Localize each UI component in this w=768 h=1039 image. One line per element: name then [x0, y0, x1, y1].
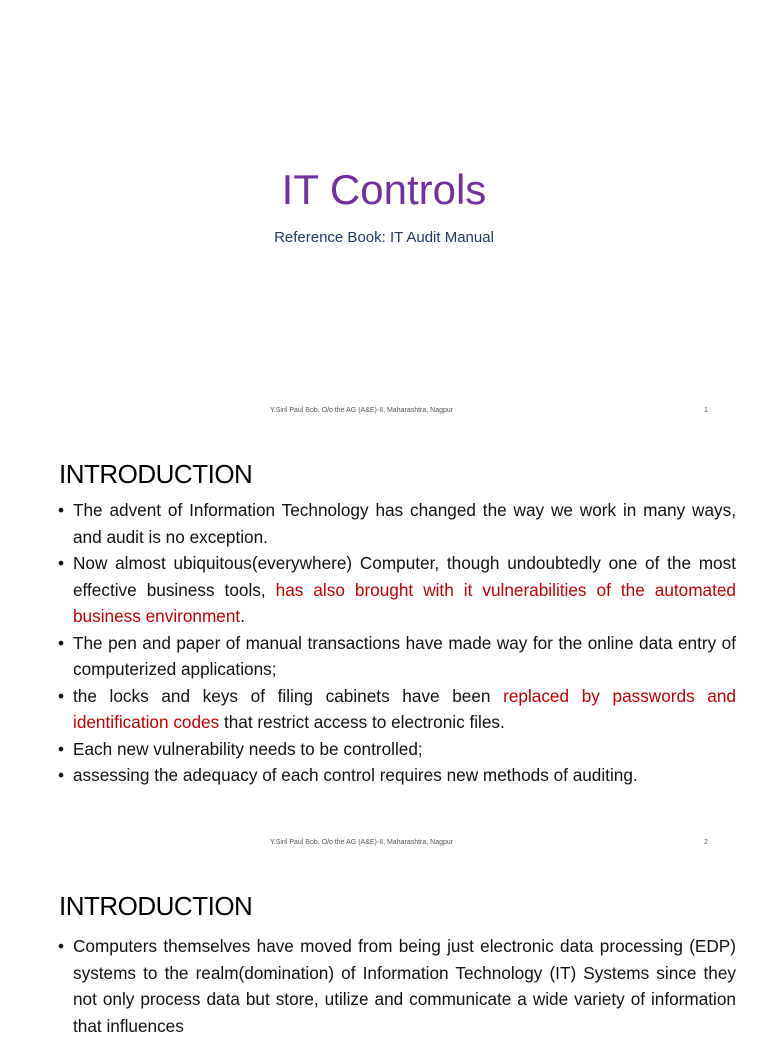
bullet-item — [58, 550, 736, 630]
bullet-text: assessing the adequacy of each control requires new methods of auditing. — [73, 765, 638, 785]
bullet-list — [58, 497, 736, 789]
bullet-text: Now almost ubiquitous(everywhere) Computer, though undoubtedly one of the most effective business tools, — [73, 553, 736, 600]
slide-heading: INTRODUCTION — [59, 891, 253, 921]
bullet-text: The advent of Information Technology has changed the way we work in many ways, and audit is no exception. — [73, 500, 736, 547]
slide-3 — [0, 864, 768, 1036]
bullet-list — [58, 933, 736, 1039]
bullet-item — [58, 683, 736, 736]
slide-title: IT Controls — [281, 166, 487, 213]
slide-footer: Y.Siril Paul Bob, O/o the AG (A&E)-II, Maharashtra, Nagpur — [270, 839, 454, 846]
slide-heading: INTRODUCTION — [59, 459, 253, 489]
bullet-item — [58, 497, 736, 550]
bullet-item — [58, 630, 736, 683]
bullet-text: that restrict access to electronic files. — [219, 712, 505, 732]
slide-1 — [0, 0, 768, 432]
bullet-text: Computers themselves have moved from being just electronic data processing (EDP) systems to the realm(domination) of Information Technology (IT) Systems since they not only process data but store, utilize and communicate a wide variety of information that influences — [73, 936, 736, 1036]
page-number: 1 — [704, 407, 708, 414]
bullet-text: . — [240, 606, 245, 626]
slide-2 — [0, 432, 768, 864]
bullet-text: the locks and keys of filing cabinets have been — [73, 685, 504, 706]
slide-footer: Y.Siril Paul Bob, O/o the AG (A&E)-II, Maharashtra, Nagpur — [270, 407, 454, 414]
highlighted-text: has also brought with it vulnerabilities of the automated business environment — [73, 579, 736, 626]
highlighted-text: replaced by passwords and identification codes — [73, 685, 736, 732]
page-number: 2 — [704, 839, 708, 846]
bullet-item — [58, 762, 736, 789]
bullet-text: Each new vulnerability needs to be controlled; — [73, 738, 423, 759]
bullet-text: The pen and paper of manual transactions have made way for the online data entry of computerized applications; — [73, 632, 736, 679]
bullet-item — [58, 736, 736, 763]
bullet-item — [58, 933, 736, 1039]
slide-subtitle: Reference Book: IT Audit Manual — [274, 229, 494, 246]
